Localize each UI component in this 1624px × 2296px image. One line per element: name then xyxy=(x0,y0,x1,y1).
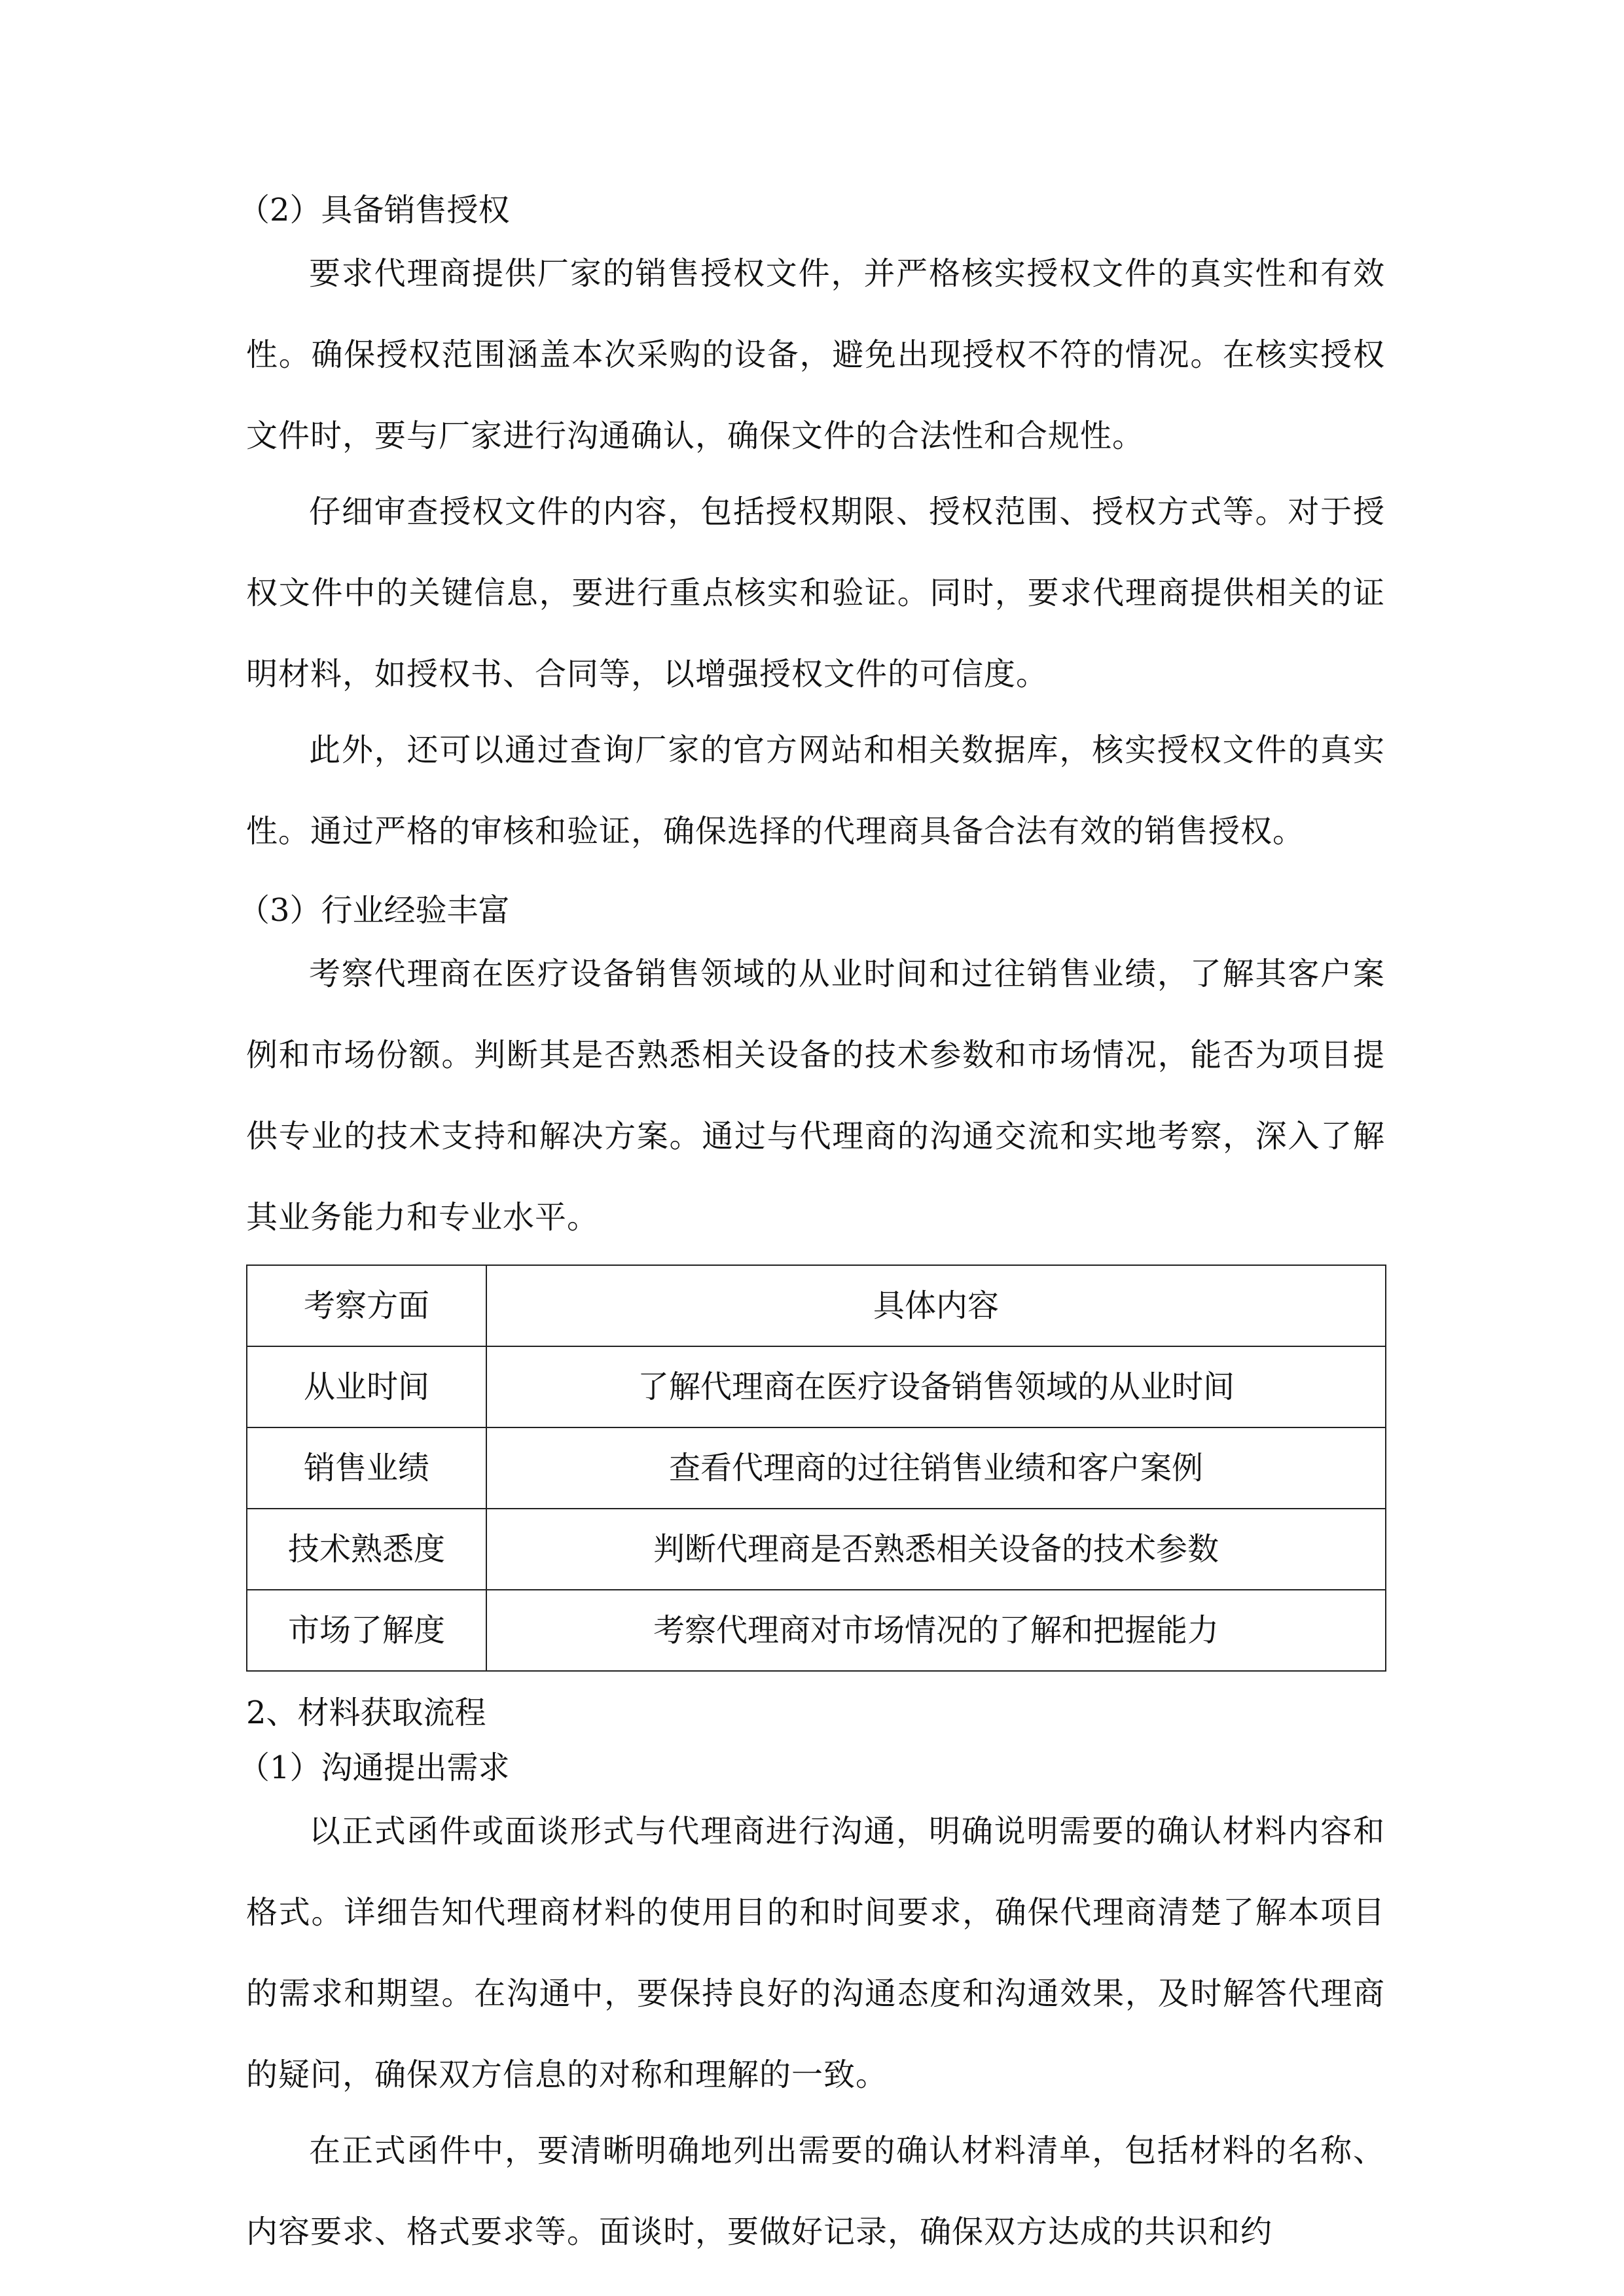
table-header-cell: 具体内容 xyxy=(486,1265,1386,1346)
table-cell: 销售业绩 xyxy=(247,1427,486,1509)
paragraph: 要求代理商提供厂家的销售授权文件，并严格核实授权文件的真实性和有效性。确保授权范围涵盖本次采购的设备，避免出现授权不符的情况。在核实授权文件时，要与厂家进行沟通确认，确保文件的合法性和合规性。 xyxy=(246,255,1385,454)
heading-material-process: 2、材料获取流程 xyxy=(246,1695,486,1731)
heading-communicate-requirements: （1）沟通提出需求 xyxy=(238,1749,510,1786)
inspection-table xyxy=(246,1265,1386,1672)
table-header-row xyxy=(247,1265,1386,1346)
table-row xyxy=(247,1427,1386,1509)
table-cell: 判断代理商是否熟悉相关设备的技术参数 xyxy=(486,1509,1386,1590)
table-cell: 查看代理商的过往销售业绩和客户案例 xyxy=(486,1427,1386,1509)
table-cell: 考察代理商对市场情况的了解和把握能力 xyxy=(486,1590,1386,1671)
table-row xyxy=(247,1590,1386,1671)
paragraph: 以正式函件或面谈形式与代理商进行沟通，明确说明需要的确认材料内容和格式。详细告知代理商材料的使用目的和时间要求，确保代理商清楚了解本项目的需求和期望。在沟通中，要保持良好的沟通态度和沟通效果，及时解答代理商的疑问，确保双方信息的对称和理解的一致。 xyxy=(246,1813,1385,2093)
table-row xyxy=(247,1346,1386,1427)
table-header-cell: 考察方面 xyxy=(247,1265,486,1346)
table-cell: 技术熟悉度 xyxy=(247,1509,486,1590)
table-row xyxy=(247,1509,1386,1590)
paragraph: 在正式函件中，要清晰明确地列出需要的确认材料清单，包括材料的名称、内容要求、格式要求等。面谈时，要做好记录，确保双方达成的共识和约 xyxy=(246,2132,1385,2250)
table-cell: 了解代理商在医疗设备销售领域的从业时间 xyxy=(486,1346,1386,1427)
paragraph: 仔细审查授权文件的内容，包括授权期限、授权范围、授权方式等。对于授权文件中的关键信息，要进行重点核实和验证。同时，要求代理商提供相关的证明材料，如授权书、合同等，以增强授权文件的可信度。 xyxy=(246,493,1385,692)
heading-industry-experience: （3）行业经验丰富 xyxy=(238,892,510,929)
document-body xyxy=(238,190,1385,2279)
paragraph: 此外，还可以通过查询厂家的官方网站和相关数据库，核实授权文件的真实性。通过严格的审核和验证，确保选择的代理商具备合法有效的销售授权。 xyxy=(246,732,1385,850)
table-cell: 从业时间 xyxy=(247,1346,486,1427)
heading-sales-authorization: （2）具备销售授权 xyxy=(238,192,510,228)
table-cell: 市场了解度 xyxy=(247,1590,486,1671)
paragraph: 考察代理商在医疗设备销售领域的从业时间和过往销售业绩，了解其客户案例和市场份额。判断其是否熟悉相关设备的技术参数和市场情况，能否为项目提供专业的技术支持和解决方案。通过与代理商的沟通交流和实地考察，深入了解其业务能力和专业水平。 xyxy=(246,956,1385,1236)
